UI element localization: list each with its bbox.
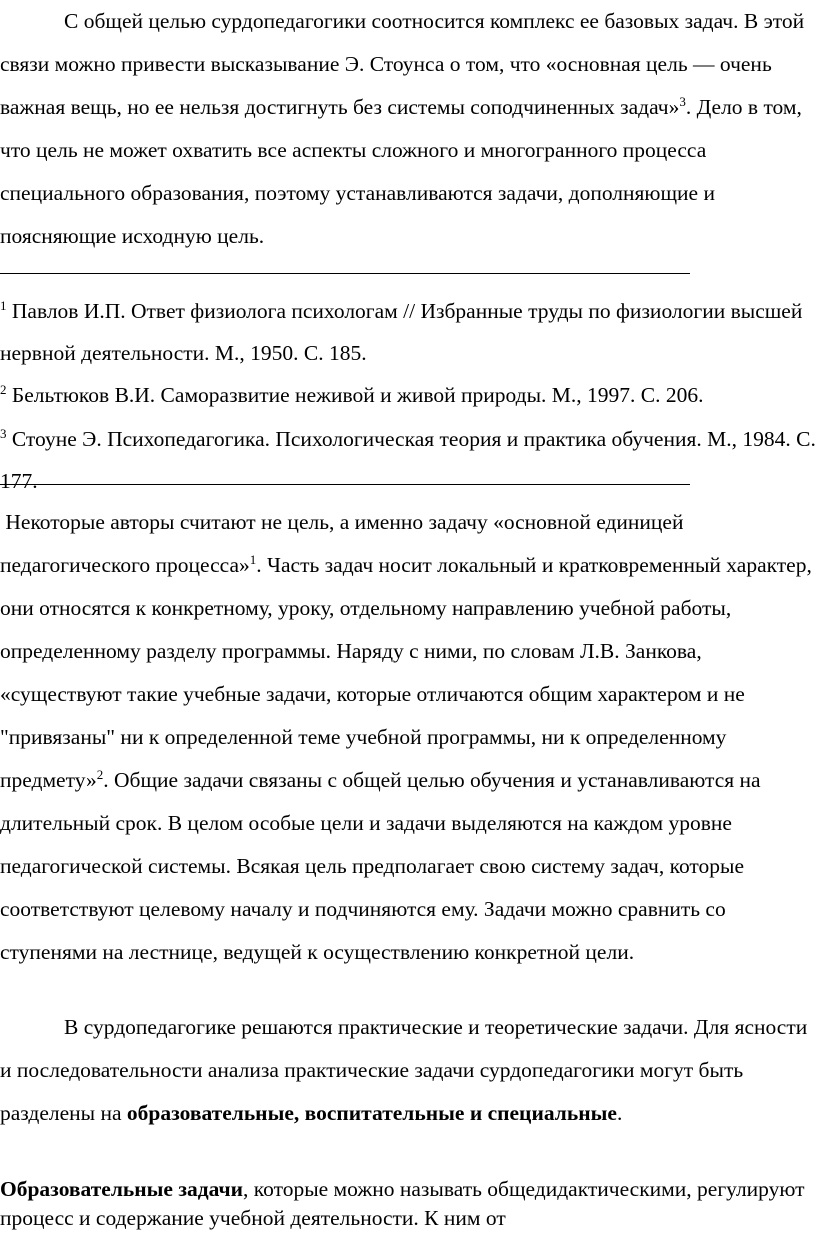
paragraph-text: . Часть задач носит локальный и кратковременный характер, они относятся к конкретному, уроку, отдельному направлению учебной работы, определенному разделу программы. Наряду с ними, по словам Л.В. Занкова, «существуют такие учебные задачи, которые отличаются общим характером и не "привязаны" ни к определенной теме учебной программы, ни к определенному предмету» (0, 553, 812, 792)
footnote-number: 2 (0, 382, 7, 397)
paragraph-text: С общей целью сурдопедагогики соотносится комплекс ее базовых задач. В этой связи можно привести высказывание Э. Стоунса о том, что «основная цель — очень важная вещь, но ее нельзя достигнуть без системы соподчиненных задач» (0, 9, 805, 119)
paragraph-text: . Общие задачи связаны с общей целью обучения и устанавливаются на длительный срок. В целом особые цели и задачи выделяются на каждом уровне педагогической системы. Всякая цель предполагает свою систему задач, которые соответствуют целевому началу и подчиняются ему. Задачи можно сравнить со ступенями на лестнице, ведущей к осуществлению конкретной цели. (0, 768, 761, 964)
footnote-ref[interactable]: 2 (96, 767, 104, 782)
paragraph-text: В сурдопедагогике решаются практические и теоретические задачи. Для ясности и последовательности анализа практические задачи сурдопедагогики могут быть разделены на (0, 1015, 808, 1125)
paragraph-text: . (616, 1101, 623, 1125)
footnote-number: 1 (0, 298, 7, 313)
paragraph-text: . Дело в том, что цель не может охватить все аспекты сложного и многогранного процесса специального образования, поэтому устанавливаются задачи, дополняющие и поясняющие исходную цель. (0, 95, 802, 248)
paragraph-text: Некоторые авторы считают не цель, а именно задачу «основной единицей педагогического процесса» (0, 510, 684, 577)
footnote-ref[interactable]: 3 (679, 94, 686, 109)
footnote-text: Бельтюков В.И. Саморазвитие неживой и живой природы. М., 1997. С. 206. (11, 383, 704, 407)
footnote-2 (0, 374, 816, 416)
footnote-number: 3 (0, 426, 7, 441)
paragraph-practical-tasks (0, 1006, 816, 1135)
footnote-separator (0, 273, 690, 274)
footnote-text: Стоуне Э. Психопедагогика. Психологическая теория и практика обучения. М., 1984. С. 177. (0, 427, 816, 493)
footnote-1 (0, 290, 816, 374)
paragraph-educational-tasks (0, 1175, 816, 1233)
paragraph-goal-tasks (0, 0, 816, 258)
bold-term: Образовательные задачи (0, 1177, 244, 1201)
footnote-3 (0, 418, 816, 502)
paragraph-text: , которые можно называть общедидактическими, регулируют процесс и содержание учебной деятельности. К ним от (0, 1177, 805, 1230)
paragraph-tasks-types (0, 501, 816, 974)
footnote-end-rule (0, 484, 690, 485)
footnote-text: Павлов И.П. Ответ физиолога психологам // Избранные труды по физиологии высшей нервной деятельности. М., 1950. С. 185. (0, 299, 803, 365)
bold-term: образовательные, воспитательные и специальные (126, 1101, 617, 1125)
footnote-ref[interactable]: 1 (249, 552, 257, 567)
